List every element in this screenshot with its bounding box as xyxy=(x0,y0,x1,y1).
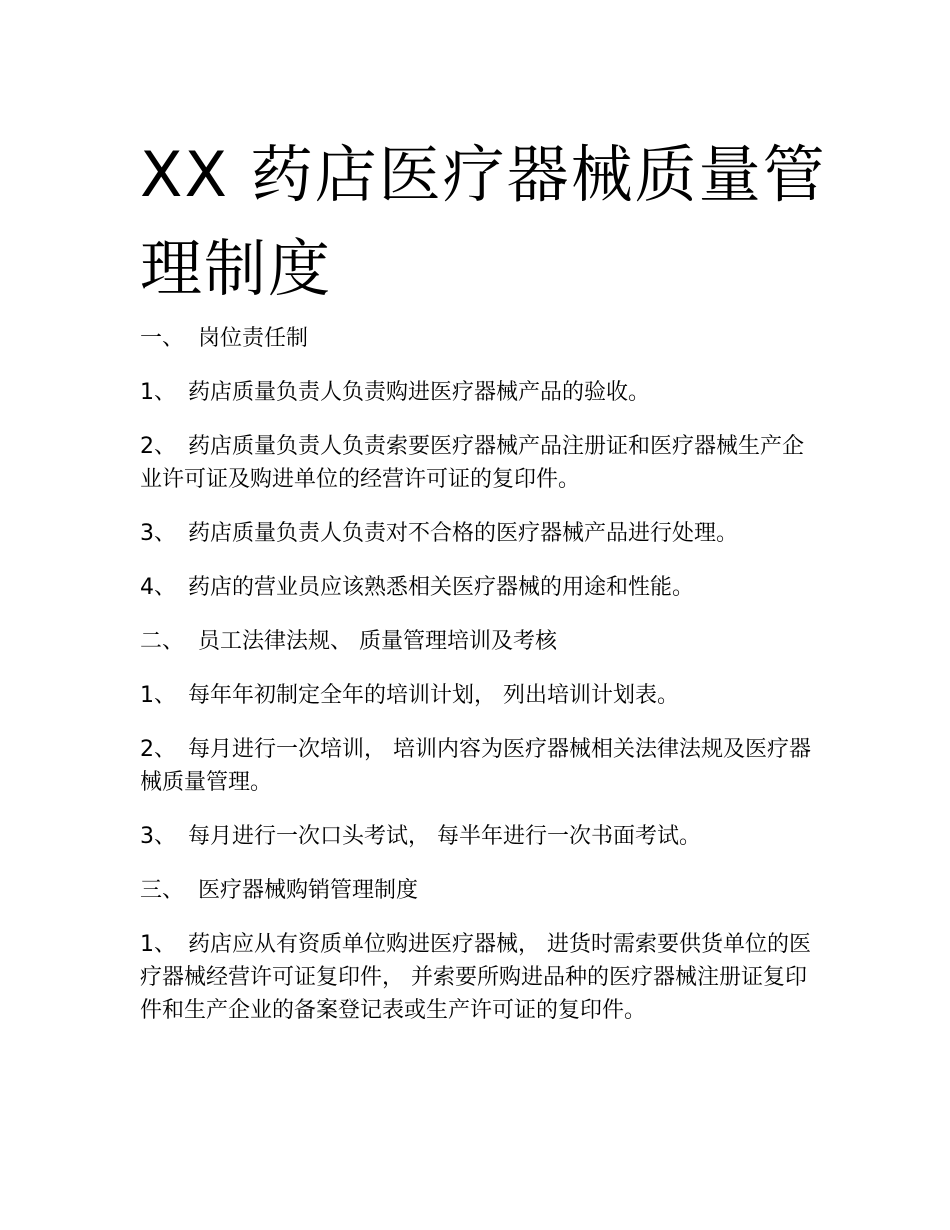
item-text: 药店质量负责人负责索要医疗器械产品注册证和医疗器械生产企业许可证及购进单位的经营许可证的复印件。 xyxy=(140,434,805,492)
section-heading-text: 员工法律法规、 质量管理培训及考核 xyxy=(198,629,557,654)
item-text: 药店质量负责人负责购进医疗器械产品的验收。 xyxy=(188,380,651,405)
item-number: 1、 xyxy=(140,932,176,957)
document-title: XX 药店医疗器械质量管理制度 xyxy=(140,138,827,305)
item-number: 3、 xyxy=(140,521,176,546)
section-heading-text: 医疗器械购销管理制度 xyxy=(198,878,419,903)
item-number: 2、 xyxy=(140,737,176,762)
item-number: 2、 xyxy=(140,434,176,459)
list-item xyxy=(140,571,815,604)
section-heading-text: 岗位责任制 xyxy=(198,326,309,351)
list-item xyxy=(140,733,815,799)
list-item xyxy=(140,928,815,1027)
item-text: 每月进行一次培训， 培训内容为医疗器械相关法律法规及医疗器械质量管理。 xyxy=(140,737,811,795)
list-item xyxy=(140,376,815,409)
section-heading xyxy=(140,874,815,907)
item-text: 药店应从有资质单位购进医疗器械， 进货时需索要供货单位的医疗器械经营许可证复印件， 并索要所购进品种的医疗器械注册证复印件和生产企业的备案登记表或生产许可证的复印件。 xyxy=(140,932,811,1023)
item-number: 1、 xyxy=(140,380,176,405)
document-body xyxy=(140,322,815,1048)
section-heading xyxy=(140,322,815,355)
item-number: 4、 xyxy=(140,575,176,600)
item-text: 药店质量负责人负责对不合格的医疗器械产品进行处理。 xyxy=(188,521,739,546)
item-text: 每月进行一次口头考试， 每半年进行一次书面考试。 xyxy=(188,824,701,849)
item-text: 药店的营业员应该熟悉相关医疗器械的用途和性能。 xyxy=(188,575,695,600)
list-item xyxy=(140,820,815,853)
list-item xyxy=(140,430,815,496)
item-number: 3、 xyxy=(140,824,176,849)
list-item xyxy=(140,517,815,550)
item-number: 1、 xyxy=(140,683,176,708)
section-number: 二、 xyxy=(140,629,185,654)
section-number: 一、 xyxy=(140,326,185,351)
section-heading xyxy=(140,625,815,658)
item-text: 每年年初制定全年的培训计划， 列出培训计划表。 xyxy=(188,683,679,708)
section-number: 三、 xyxy=(140,878,185,903)
list-item xyxy=(140,679,815,712)
